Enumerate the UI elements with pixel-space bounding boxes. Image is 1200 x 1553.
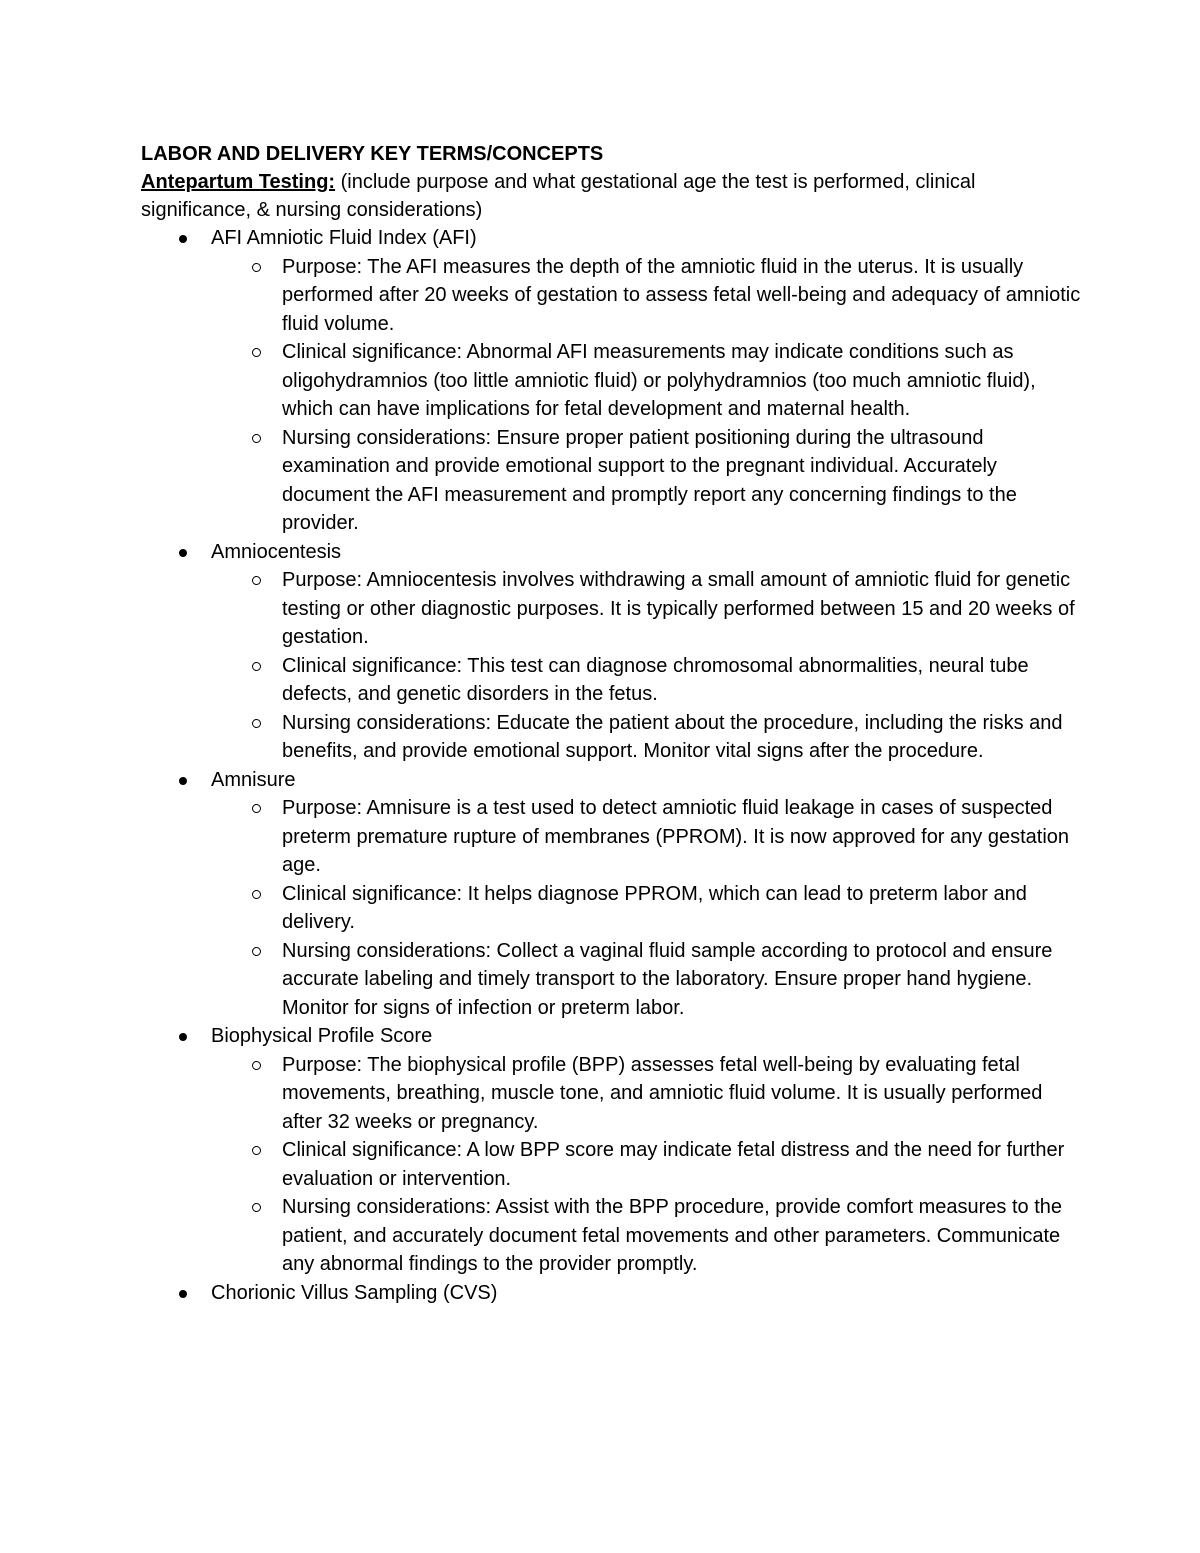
hollow-bullet-icon xyxy=(252,1061,261,1070)
term-details-list xyxy=(211,253,1081,538)
hollow-bullet-icon xyxy=(252,434,261,443)
term-detail-item xyxy=(141,709,1081,766)
hollow-bullet-icon xyxy=(252,263,261,272)
term-details-list xyxy=(211,794,1081,1022)
term-detail-text: Purpose: Amnisure is a test used to detect amniotic fluid leakage in cases of suspected preterm premature rupture of membranes (PPROM). It is now approved for any gestation age. xyxy=(282,797,1070,876)
term-detail-item xyxy=(141,338,1081,424)
term-detail-item xyxy=(141,253,1081,339)
term-name: Chorionic Villus Sampling (CVS) xyxy=(211,1281,498,1304)
term-item xyxy=(141,1279,1081,1308)
term-detail-item xyxy=(141,880,1081,937)
document-page xyxy=(141,140,1081,1307)
hollow-bullet-icon xyxy=(252,576,261,585)
term-detail-item xyxy=(141,937,1081,1023)
term-detail-text: Clinical significance: This test can diagnose chromosomal abnormalities, neural tube defects, and genetic disorders in the fetus. xyxy=(282,654,1029,705)
term-item xyxy=(141,766,1081,1023)
filled-bullet-icon xyxy=(179,549,187,557)
hollow-bullet-icon xyxy=(252,662,261,671)
hollow-bullet-icon xyxy=(252,1146,261,1155)
term-detail-text: Clinical significance: Abnormal AFI measurements may indicate conditions such as oligohydramnios (too little amniotic fluid) or polyhydramnios (too much amniotic fluid), which can have implications for fetal development and maternal health. xyxy=(282,341,1036,420)
document-title: LABOR AND DELIVERY KEY TERMS/CONCEPTS xyxy=(141,143,604,165)
term-detail-item xyxy=(141,1051,1081,1137)
term-details-list xyxy=(211,566,1081,766)
term-detail-text: Clinical significance: A low BPP score may indicate fetal distress and the need for further evaluation or intervention. xyxy=(282,1139,1065,1190)
hollow-bullet-icon xyxy=(252,1203,261,1212)
filled-bullet-icon xyxy=(179,1033,187,1041)
section-instructions: (include purpose and what gestational age the test is performed, clinical significance, & nursing considerations) xyxy=(141,171,976,221)
term-detail-text: Nursing considerations: Assist with the BPP procedure, provide comfort measures to the patient, and accurately document fetal movements and other parameters. Communicate any abnormal findings to the provider promptly. xyxy=(282,1196,1063,1275)
term-details-list xyxy=(211,1051,1081,1279)
hollow-bullet-icon xyxy=(252,348,261,357)
term-item xyxy=(141,224,1081,538)
term-detail-text: Purpose: Amniocentesis involves withdrawing a small amount of amniotic fluid for genetic testing or other diagnostic purposes. It is typically performed between 15 and 20 weeks of gestation. xyxy=(282,569,1075,648)
term-detail-text: Purpose: The AFI measures the depth of the amniotic fluid in the uterus. It is usually performed after 20 weeks of gestation to assess fetal well-being and adequacy of amniotic fluid volume. xyxy=(282,255,1081,335)
term-detail-text: Clinical significance: It helps diagnose PPROM, which can lead to preterm labor and delivery. xyxy=(282,882,1027,933)
term-item xyxy=(141,538,1081,766)
term-detail-item xyxy=(141,566,1081,652)
term-detail-text: Nursing considerations: Ensure proper patient positioning during the ultrasound examination and provide emotional support to the pregnant individual. Accurately document the AFI measurement and promptly report any concerning findings to the provider. xyxy=(282,426,1017,534)
term-item xyxy=(141,1022,1081,1279)
term-detail-item xyxy=(141,424,1081,538)
filled-bullet-icon xyxy=(179,777,187,785)
term-detail-item xyxy=(141,1193,1081,1279)
term-detail-item xyxy=(141,652,1081,709)
filled-bullet-icon xyxy=(179,235,187,243)
term-name: Biophysical Profile Score xyxy=(211,1025,433,1047)
hollow-bullet-icon xyxy=(252,890,261,899)
term-detail-text: Nursing considerations: Educate the patient about the procedure, including the risks and benefits, and provide emotional support. Monitor vital signs after the procedure. xyxy=(282,711,1063,762)
term-detail-item xyxy=(141,1136,1081,1193)
hollow-bullet-icon xyxy=(252,719,261,728)
hollow-bullet-icon xyxy=(252,947,261,956)
term-name: AFI Amniotic Fluid Index (AFI) xyxy=(211,227,477,249)
term-name: Amnisure xyxy=(211,768,296,791)
section-intro xyxy=(141,168,1081,224)
term-detail-text: Purpose: The biophysical profile (BPP) assesses fetal well-being by evaluating fetal movements, breathing, muscle tone, and amniotic fluid volume. It is usually performed after 32 weeks or pregnancy. xyxy=(282,1053,1043,1133)
terms-list xyxy=(141,224,1081,1307)
term-detail-item xyxy=(141,794,1081,880)
filled-bullet-icon xyxy=(179,1290,187,1298)
hollow-bullet-icon xyxy=(252,804,261,813)
term-detail-text: Nursing considerations: Collect a vaginal fluid sample according to protocol and ensure accurate labeling and timely transport to the laboratory. Ensure proper hand hygiene. Monitor for signs of infection or preterm labor. xyxy=(282,939,1053,1019)
term-name: Amniocentesis xyxy=(211,540,342,563)
section-label: Antepartum Testing: xyxy=(141,171,336,193)
